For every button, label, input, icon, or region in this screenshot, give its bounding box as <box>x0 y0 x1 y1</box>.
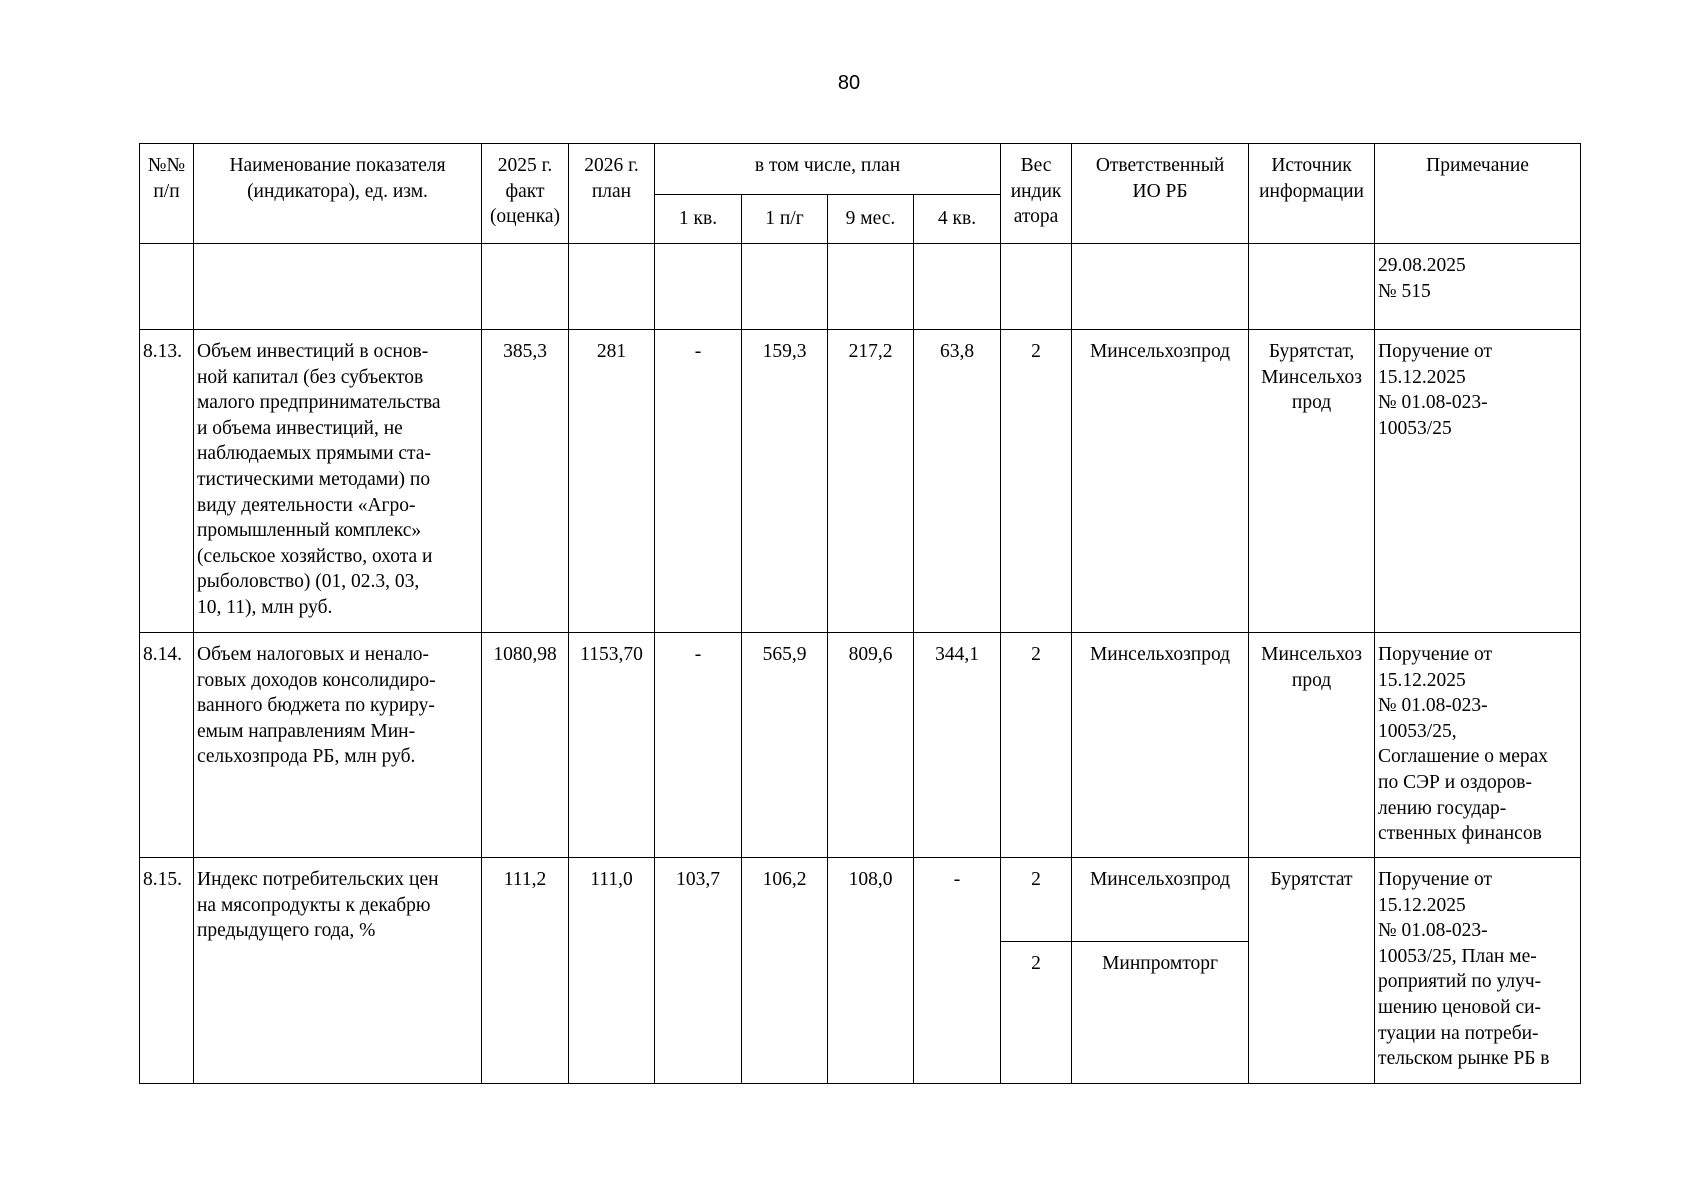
responsible-cell: Минсельхозпрод <box>1072 633 1249 858</box>
q4-cell: 63,8 <box>914 330 1001 633</box>
responsible-cell: Минсельхозпрод <box>1072 330 1249 633</box>
page-number: 80 <box>837 72 861 94</box>
row-number: 8.15. <box>140 858 194 1084</box>
fact-2025-cell: 385,3 <box>482 330 569 633</box>
m9-cell: 217,2 <box>828 330 914 633</box>
header-responsible: Ответственный ИО РБ <box>1072 144 1249 244</box>
note-cell: Поручение от 15.12.2025 № 01.08-023- 10053/25 <box>1375 330 1581 633</box>
weight-cell: 2 <box>1001 330 1072 633</box>
header-plan-2026: 2026 г. план <box>569 144 655 244</box>
weight-cell-2: 2 <box>1001 942 1072 1084</box>
h1-cell: 159,3 <box>742 330 828 633</box>
header-q4: 4 кв. <box>914 195 1001 244</box>
header-q1: 1 кв. <box>655 195 742 244</box>
source-cell: Бурятстат <box>1249 858 1375 1084</box>
table-row <box>140 330 1581 633</box>
q1-cell: - <box>655 633 742 858</box>
responsible-cell: Минсельхозпрод <box>1072 858 1249 942</box>
source-cell: Бурятстат, Минсельхоз прод <box>1249 330 1375 633</box>
h1-cell: 106,2 <box>742 858 828 1084</box>
q4-cell: - <box>914 858 1001 1084</box>
fact-2025-cell: 111,2 <box>482 858 569 1084</box>
q1-cell: 103,7 <box>655 858 742 1084</box>
header-including-plan: в том числе, план <box>655 144 1001 195</box>
m9-cell: 809,6 <box>828 633 914 858</box>
header-row <box>140 144 1581 195</box>
fact-2025-cell: 1080,98 <box>482 633 569 858</box>
note-cell: Поручение от 15.12.2025 № 01.08-023- 10053/25, Соглашение о мерах по СЭР и оздоров- лению государ- ственных финансов <box>1375 633 1581 858</box>
indicators-table <box>139 143 1581 1084</box>
table-row <box>140 858 1581 942</box>
weight-cell: 2 <box>1001 633 1072 858</box>
table-row-continued <box>140 244 1581 330</box>
weight-cell: 2 <box>1001 858 1072 942</box>
h1-cell: 565,9 <box>742 633 828 858</box>
indicator-name: Объем налоговых и ненало- говых доходов консолидиро- ванного бюджета по куриру- емым направлениям Мин- сельхозпрода РБ, млн руб. <box>194 633 482 858</box>
indicator-name: Индекс потребительских цен на мясопродукты к декабрю предыдущего года, % <box>194 858 482 1084</box>
header-9m: 9 мес. <box>828 195 914 244</box>
plan-2026-cell: 111,0 <box>569 858 655 1084</box>
plan-2026-cell: 1153,70 <box>569 633 655 858</box>
header-num: №№ п/п <box>140 144 194 244</box>
header-fact-2025: 2025 г. факт (оценка) <box>482 144 569 244</box>
note-cell: Поручение от 15.12.2025 № 01.08-023- 10053/25, План ме- роприятий по улуч- шению ценовой си- туации на потреби- тельском рынке РБ в <box>1375 858 1581 1084</box>
header-note: Примечание <box>1375 144 1581 244</box>
q1-cell: - <box>655 330 742 633</box>
header-weight: Вес индик атора <box>1001 144 1072 244</box>
plan-2026-cell: 281 <box>569 330 655 633</box>
responsible-cell-2: Минпромторг <box>1072 942 1249 1084</box>
m9-cell: 108,0 <box>828 858 914 1084</box>
header-h1: 1 п/г <box>742 195 828 244</box>
q4-cell: 344,1 <box>914 633 1001 858</box>
row-number: 8.13. <box>140 330 194 633</box>
note-cell: 29.08.2025 № 515 <box>1375 244 1581 330</box>
row-number: 8.14. <box>140 633 194 858</box>
header-source: Источник информации <box>1249 144 1375 244</box>
source-cell: Минсельхоз прод <box>1249 633 1375 858</box>
table-row <box>140 633 1581 858</box>
header-name: Наименование показателя (индикатора), ед. изм. <box>194 144 482 244</box>
indicator-name: Объем инвестиций в основ- ной капитал (без субъектов малого предпринимательства и объема инвестиций, не наблюдаемых прямыми ста- тистическими методами) по виду деятельности «Агро- промышленный комплекс» (сельское хозяйство, охота и рыболовство) (01, 02.3, 03, 10, 11), млн руб. <box>194 330 482 633</box>
